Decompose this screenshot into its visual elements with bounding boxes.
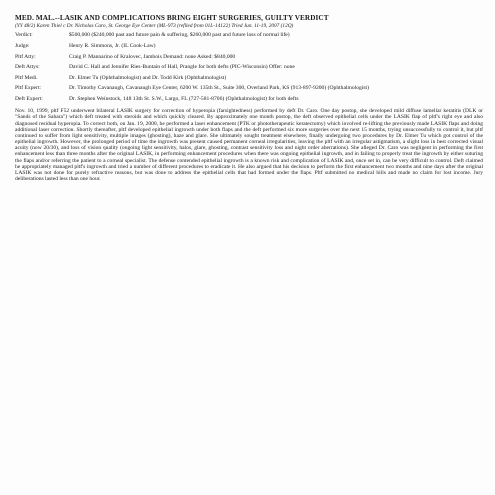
field-pltf-atty [15,54,483,60]
field-value: Henry R. Simmons, Jr. (IL Cook-Law) [69,43,156,49]
field-label: Deft Attys: [15,64,40,71]
field-value: Craig P. Mannarino of Kralovec, Jambois Demand: none Asked: $840,000 [69,53,236,60]
field-deft-expert [15,96,483,102]
field-verdict [15,32,483,38]
field-judge [15,43,483,49]
field-label: Pltf Medi. [15,74,38,81]
field-label: Deft Expert: [15,95,43,102]
field-value: Dr. Stephen Weinstock, 148 13th St. S.W., Largo, FL (727-581-8706) (Ophthalmologist) for both defts [69,95,299,102]
field-value: David C. Hall and Jennifer Ries-Buntain of Hall, Prangle for both defts (PIC-Wisconsin) Offer: none [69,64,295,71]
field-deft-attys [15,64,483,70]
field-value: $500,000 ($240,000 past and future pain & suffering, $260,000 past and future loss of normal life) [69,32,290,39]
field-pltf-expert [15,85,483,91]
case-citation: (YY 48/2) Karen Thiel c Dr. Nicholas Caro, St. George Eye Center (ML-973 (refiled from 01L-14122) Tried Jun. 11-19, 2007 (12Q) [15,23,294,29]
case-fields [15,32,483,102]
field-label: Pltf Atty: [15,53,36,60]
case-summary [15,10,483,182]
field-label: Judge: [15,43,30,49]
field-label: Pltf Expert: [15,85,41,92]
case-title: MED. MAL.--LASIK AND COMPLICATIONS BRING EIGHT SURGERIES, GUILTY VERDICT [15,14,329,22]
case-narrative: Nov. 10, 1999, pltf F52 underwent bilateral LASIK surgery for correction of hyperopia (farsightedness) performed by deft Dr. Caro. One day postop, she developed mild diffuse lamellar keratitis (DLK or "Sands of the Sahara") which deft treated with steroids and which quickly cleared. By approximately one month postop, the deft observed epithelial cells under the LASIK flap of pltf's right eye and also diagnosed residual hyperopia. To correct both, on Jan. 19, 2000, he performed a laser enhancement (PTK or phototherapeutic keratectomy) which involved re-lifting the previously made LASIK flaps and doing additional laser correction. Shortly thereafter, pltf developed epithelial ingrowth under both flaps and the deft performed six more surgeries over the next 15 months, trying unsuccessfully to control it, but pltf continued to suffer from light sensitivity, multiple images (ghosting), haze and glare. She ultimately sought treatment elsewhere, finally undergoing two procedures by Dr. Elmer Tu which got control of the epithelial ingrowth. However, the prolonged period of time the ingrowth was present caused permanent corneal irregularities, leaving the pltf with an irregular astigmatism, a slight loss in best corrected visual acuity (now 20/30), and loss of vision quality (ongoing light sensitivity, halos, glare, ghosting, contrast sensitivity loss and night order aberrations). She alleged Dr. Caro was negligent in performing the first enhancement less than three months after the original LASIK, in performing enhancement procedures when there was ongoing epithelial ingrowth, and in failing to properly treat the ingrowth by either suturing the flaps and/or referring the patient to a corneal specialist. The defense contended epithelial ingrowth is a known risk and complication of LASIK and, once set in, can be very difficult to control. Deft claimed he appropriately managed pltf's ingrowth and tried a number of different procedures to eradicate it. He also argued that his decision to perform the first enhancement two months and nine days after the original LASIK was not done for purely refractive reasons, but was done to address the epithelial cells that had formed under the flaps. Pltf submitted no medical bills and made no claim for lost income. Jury deliberations lasted less than one hour. [15,108,483,182]
field-label: Verdict: [15,32,33,39]
field-value: Dr. Timothy Cavanaugh, Cavanaugh Eye Center, 6200 W. 135th St., Suite 300, Overland Park, KS (913-897-9200) (Ophthalmologist) [69,85,369,92]
field-pltf-medi [15,75,483,81]
field-value: Dr. Elmer Tu (Ophthalmologist) and Dr. Todd Kirk (Ophthalmologist) [69,74,227,81]
